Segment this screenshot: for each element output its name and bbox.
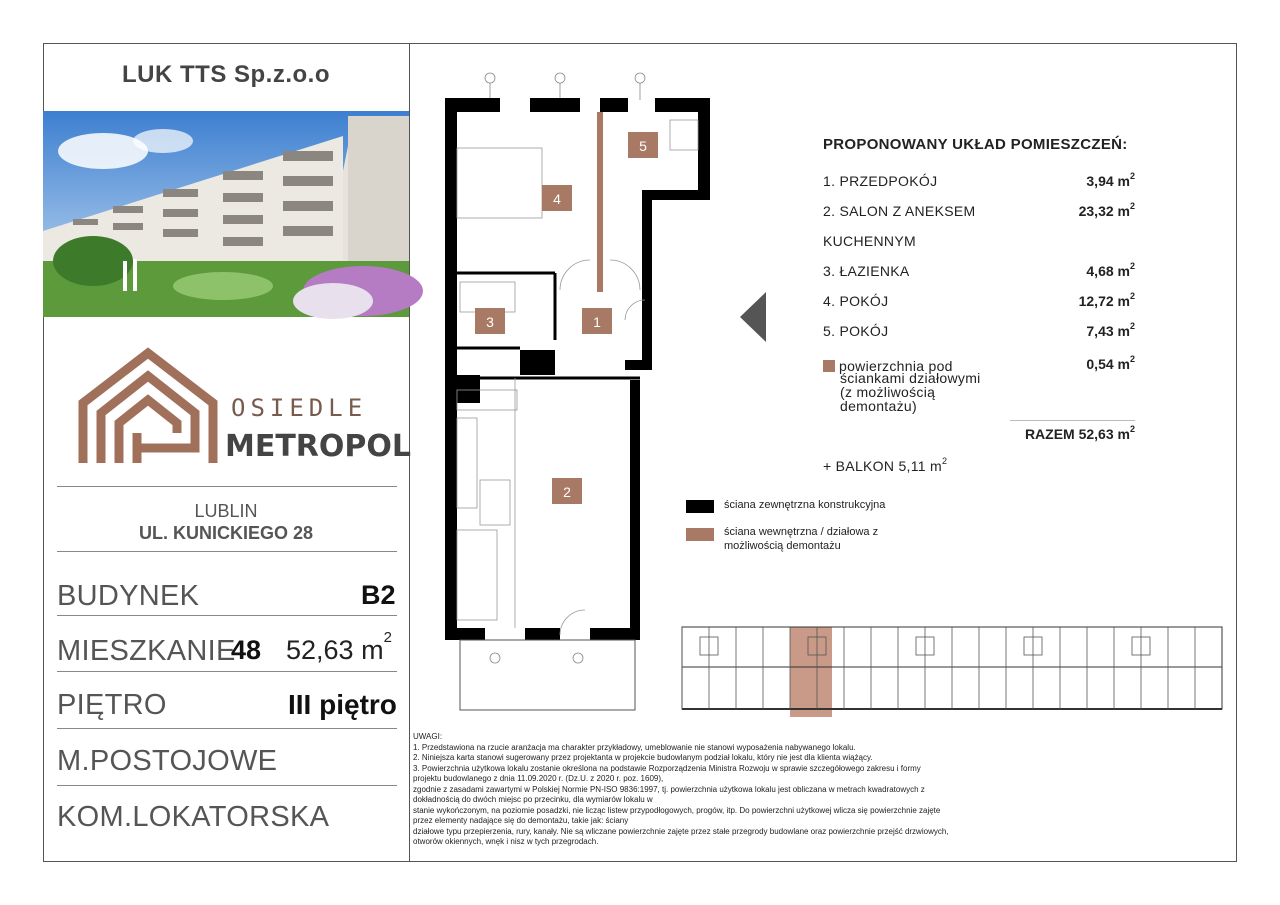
divider [57,728,397,729]
legend-internal-l1: ściana wewnętrzna / działowa z [724,526,879,538]
room-label-3: 3 [486,314,494,330]
company-name: LUK TTS Sp.z.o.o [122,61,330,88]
floor-plan [430,60,710,720]
left-panel [43,43,410,862]
room-label-2: 2 [563,484,571,500]
room-area: 3,94 $m^2$ [1086,171,1135,189]
room-label-5: 5 [639,138,647,154]
divider [57,615,397,616]
budynek-label: BUDYNEK [57,580,200,612]
note-line: stanie wykończonym, na poziomie posadzki, nie licząc listew przypodłogowych, progów, itp. Do powierzchni użytkowej wlicza się powierzchnie zajęte [413,805,941,815]
note-line: UWAGI: [413,732,443,741]
mieszkanie-label: MIESZKANIE [57,635,236,667]
room-area: 4,68 $m^2$ [1086,261,1135,279]
room-name: 2. SALON Z ANEKSEM [823,203,976,219]
divider [57,551,397,552]
logo-line2: METROPOL [225,429,412,464]
city: LUBLIN [194,501,258,521]
mieszkanie-number: 48 [231,635,262,665]
room-name: 1. PRZEDPOKÓJ [823,173,938,189]
room-name: 5. POKÓJ [823,323,889,339]
total-area: RAZEM 52,63 $m^2$ [1024,424,1135,442]
note-line: zgodnie z zasadami zawartymi w Polskiej Normie PN-ISO 9836:1997, tj. powierzchnia użytkowa lokalu jest obliczana w metrach kwadratowych z [413,784,925,794]
room-area: 7,43 $m^2$ [1086,321,1135,339]
building-key-plan [680,625,1225,720]
divider [1010,420,1135,421]
legend-swatch-internal [686,528,714,541]
street: UL. KUNICKIEGO 28 [138,523,314,543]
note-line: projektu budowlanego z dnia 11.09.2020 r. (Dz.U. z 2020 r. poz. 1609), [413,774,664,783]
building-photo [43,111,409,317]
legend-swatch-external [686,500,714,513]
room-name: 4. POKÓJ [823,293,889,309]
arrow-left-icon [740,292,766,342]
notes [413,732,978,848]
pietro-label: PIĘTRO [57,689,167,721]
room-area: 23,32 $m^2$ [1078,201,1135,219]
legend-external: ściana zewnętrzna konstrukcyjna [724,499,886,511]
note-line: przez elementy nadające się do demontażu, takie jak: ściany [413,816,629,825]
note-line: 2. Niniejsza karta stanowi sugerowany przez projektanta w projekcie budowlanym podział lokalu, który nie jest dla klienta wiążący. [413,753,873,762]
room-area: 12,72 $m^2$ [1078,291,1135,309]
rooms-title: PROPONOWANY UKŁAD POMIESZCZEŃ: [823,136,1128,153]
note-line: otworów okiennych, wnęk i nisz w tych przegrodach. [413,837,599,846]
balcony-area: + BALKON 5,11 $m^2$ [823,456,948,474]
postoj-label: M.POSTOJOWE [57,745,278,777]
note-line: dokładnością do dwóch miejsc po przecinku, dla wymiarów lokalu w [413,795,653,804]
room-name: KUCHENNYM [823,233,916,249]
divider [57,785,397,786]
lokator-label: KOM.LOKATORSKA [57,801,330,833]
logo-line1: OSIEDLE [231,394,368,422]
note-line: 3. Powierzchnia użytkowa lokalu zostanie określona na podstawie Rozporządzenia Ministra Rozwoju w sprawie szczegółowego zakresu i formy [413,763,921,773]
note-line: 1. Przedstawiona na rzucie aranżacja ma charakter przykładowy, umeblowanie nie stanowi wyposażenia nabywanego lokalu. [413,742,856,752]
mieszkanie-area: 52,63 $m^2$ [286,629,392,665]
room-label-1: 1 [593,314,601,330]
room-name: 3. ŁAZIENKA [823,263,910,279]
osiedle-metropol-logo [73,338,412,473]
room-label-4: 4 [553,191,561,207]
legend-internal-l2: możliwością demontażu [724,540,841,552]
divider [57,671,397,672]
partition-area: 0,54 $m^2$ [1086,354,1135,372]
pietro-value: III piętro [288,689,397,720]
partition-text: ściankami działowymi (z możliwością demontażu) [840,370,981,414]
note-line: działowe typu przepierzenia, rury, kanały. Nie są wliczane powierzchnie zajęte przez stałe przegrody budowlane oraz powierzchnie przejść drzwiowych, [413,826,949,836]
partition-swatch: powierzchnia pod [823,358,953,374]
divider [57,486,397,487]
budynek-value: B2 [361,580,396,610]
